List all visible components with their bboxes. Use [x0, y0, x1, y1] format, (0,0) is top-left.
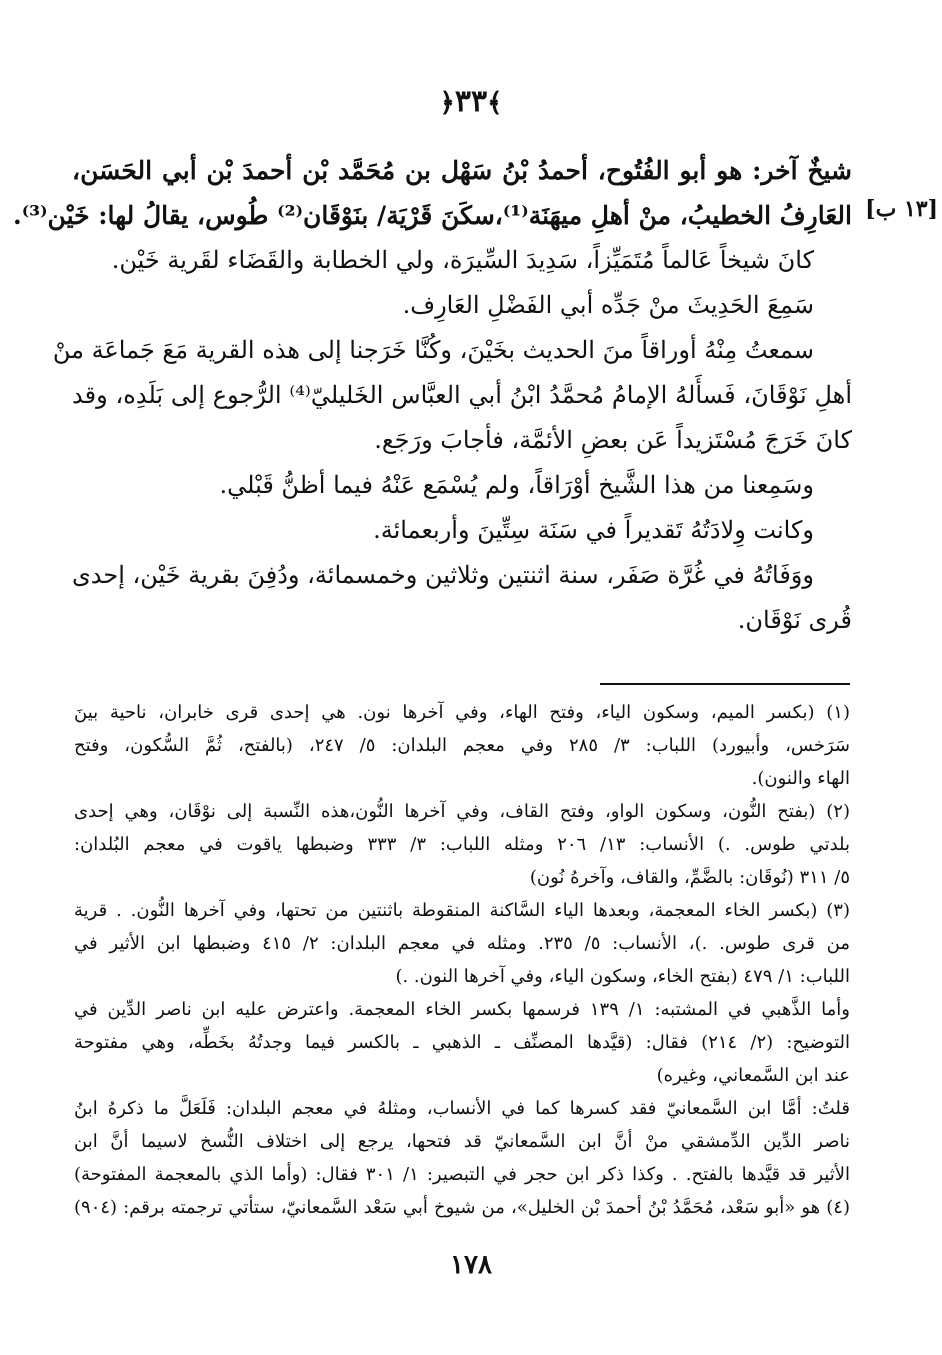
main-line: كانَ خَرَجَ مُسْتَزيداً عَن بعضِ الأئمَّة، فأجابَ ورَجَع.	[374, 426, 852, 454]
main-line: العَارِفُ الخطيبُ، منْ أهلِ ميهَنَة⁽¹⁾،سكَنَ قَرْيَة/ بنَوْقَان⁽²⁾ طُوس، يقالُ لها: خَيْن⁽³⁾.	[12, 201, 852, 230]
footnote-line: قلتُ: أمَّا ابن السَّمعانيّ فقد كسرها كما في الأنساب، ومثلهُ في معجم البلدان: فَلَعَلَّ ما ذكرهُ ابنُ	[74, 1098, 850, 1119]
footnote-line: (٤) هو «أبو سَعْد، مُحَمَّدُ بْنُ أحمدَ بْن الخليل»، من شيوخ أبي سَعْد السَّمعانيّ، ستأتي ترجمته برقم: (٩٠٤)	[74, 1197, 850, 1218]
margin-folio-marker: [١٣ ب]	[865, 196, 938, 222]
footnotes	[74, 696, 850, 1224]
footnote-line: بلدتي طوس. .) الأنساب: ١٣/ ٢٠٦ ومثله اللباب: ٣/ ٣٣٣ وضبطها ياقوت في معجم البُلدان:	[74, 834, 850, 855]
main-line: سَمِعَ الحَدِيثَ منْ جَدِّه أبي الفَضْلِ العَارِف.	[402, 291, 814, 319]
footnote-line: عند ابن السَّمعاني، وغيره)	[656, 1065, 850, 1086]
footnote-line: (٣) (بكسر الخاء المعجمة، وبعدها الياء السَّاكنة المنقوطة باثنتين من تحتها، وفي آخرها النُّون. . قرية	[74, 900, 850, 921]
footnote-line: (٢) (بفتح النُّون، وسكون الواو، وفتح القاف، وفي آخرها النُّون،هذه النِّسبة إلى نوْقَان، وهي إحدى	[74, 801, 850, 822]
footnote-line: وأما الذَّهبي في المشتبه: ١/ ١٣٩ فرسمها بكسر الخاء المعجمة. واعترض عليه ابن ناصر الدِّين في	[74, 999, 850, 1020]
entry-number-heading	[0, 84, 942, 119]
ornament-left: ﴿	[439, 88, 455, 118]
main-line: وكانت وِلادَتُهُ تَقديراً في سَنَة سِتِّينَ وأربعمائة.	[373, 516, 814, 544]
main-line: قُرى نَوْقَان.	[737, 606, 852, 634]
main-line: أهلِ نَوْقَانَ، فَسأَلهُ الإمامُ مُحمَّدُ ابْنُ أبي العبَّاس الخَليليّ⁽⁴⁾ الرُّجوع إلى بَلَدِه، وقد	[72, 381, 852, 409]
footnote-line: اللباب: ١/ ٤٧٩ (بفتح الخاء، وسكون الياء، وفي آخرها النون. .)	[395, 966, 850, 987]
main-line: وسَمِعنا من هذا الشَّيخ أوْرَاقاً، ولم يُسْمَع عَنْهُ فيما أظنُّ قَبْلي.	[219, 471, 814, 499]
ornament-right: ﴾	[487, 88, 503, 118]
footnote-separator	[600, 683, 850, 685]
footnote-line: سَرَخس، وأبيورد) اللباب: ٣/ ٢٨٥ وفي معجم البلدان: ٥/ ٢٤٧، (بالفتح، ثُمَّ السُّكون، وفتح	[74, 735, 850, 756]
main-line: ووَفَاتُهُ في غُرَّة صَفَر، سنة اثنتين وثلاثين وخمسمائة، ودُفِنَ بقرية خَيْن، إحدى	[72, 561, 814, 589]
entry-number: ٣٣	[454, 84, 488, 119]
footnote-line: الأثير قد قيَّدها بالفتح. . وكذا ذكر ابن حجر في التبصير: ١/ ٣٠١ فقال: (وأما الذي بالمعجمة المفتوحة)	[74, 1164, 850, 1185]
main-line: سمعتُ مِنْهُ أوراقاً منَ الحديث بخَيْنَ، وكُنَّا خَرَجنا إلى هذه القرية مَعَ جَماعَة منْ	[52, 336, 814, 364]
footnote-line: من قرى طوس. .)، الأنساب: ٥/ ٢٣٥. ومثله في معجم البلدان: ٢/ ٤١٥ وضبطها ابن الأثير في	[74, 933, 850, 954]
main-line: شيخٌ آخر: هو أبو الفُتُوح، أحمدُ بْنُ سَهْل بن مُحَمَّد بْن أحمدَ بْن أبي الحَسَن،	[72, 156, 852, 185]
footnote-line: (١) (بكسر الميم، وسكون الياء، وفتح الهاء، وفي آخرها نون. هي إحدى قرى خابران، ناحية بينَ	[74, 702, 850, 723]
main-text	[12, 148, 852, 643]
page-number: ١٧٨	[450, 1250, 492, 1280]
footnote-line: ٥/ ٣١١ (نُوقَان: بالضَّمِّ، والقاف، وآخرهُ نُون)	[529, 867, 850, 888]
footnote-line: التوضيح: (٢/ ٢١٤) فقال: (قيَّدها المصنِّف ـ الذهبي ـ بالكسر فيما وجدتُهُ بخَطِّه، وهي مفتوحة	[74, 1032, 850, 1053]
footnote-line: الهاء والنون).	[751, 768, 850, 789]
footnote-line: ناصر الدِّين الدِّمشقي منْ أنَّ ابن السَّمعانيّ قد فتحها، يرجع إلى اختلاف النُّسخ لاسيما أنَّ ابن	[74, 1131, 850, 1152]
main-line: كانَ شيخاً عَالماً مُتَمَيِّزاً، سَدِيدَ السِّيرَة، ولي الخطابة والقَضَاء لقَرية خَيْن.	[111, 246, 814, 274]
